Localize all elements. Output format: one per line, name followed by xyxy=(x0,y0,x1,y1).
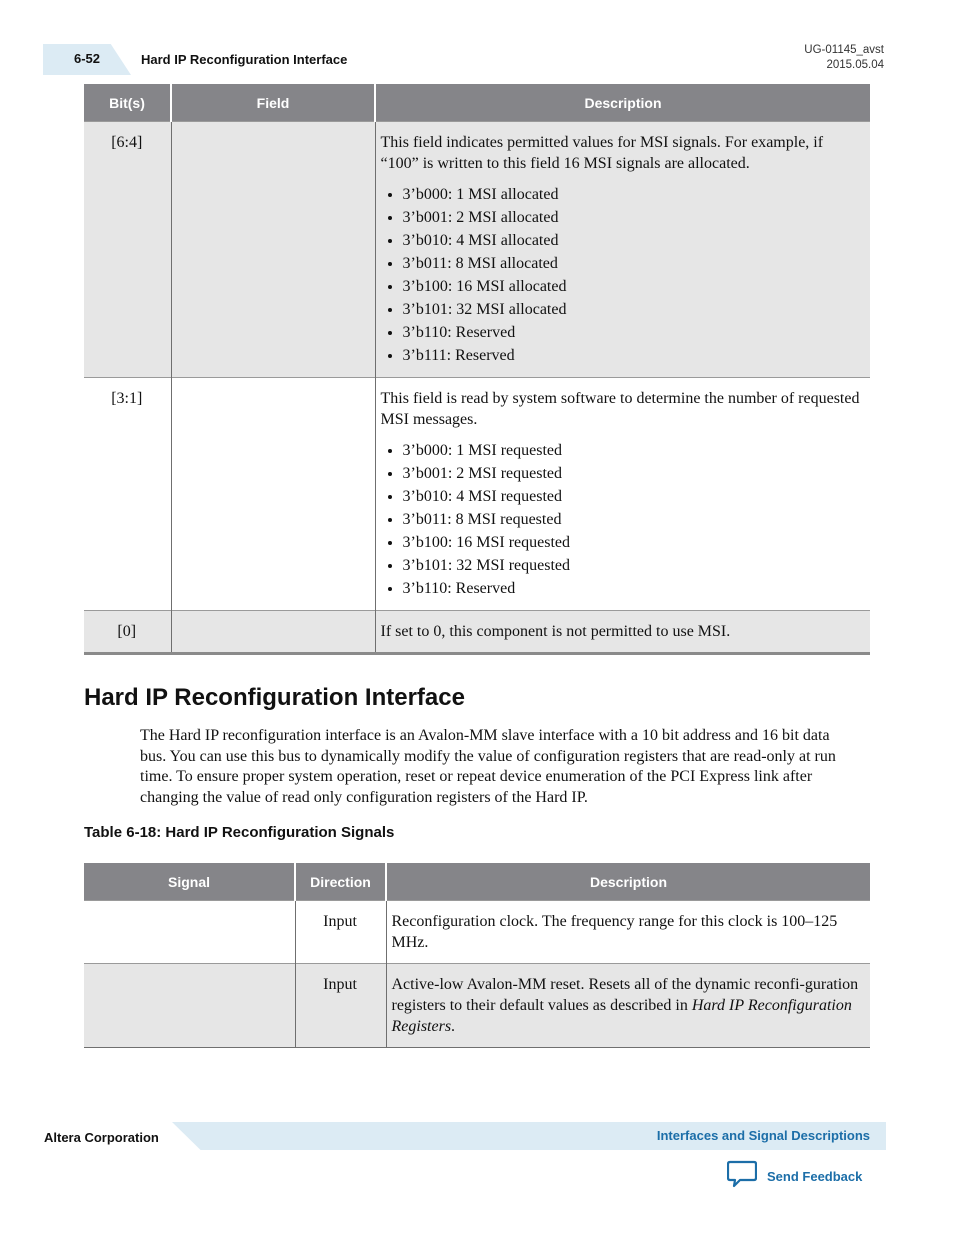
description-cell xyxy=(386,964,870,1048)
doc-id: UG-01145_avst xyxy=(804,44,884,56)
description-text: This field indicates permitted values for MSI signals. For example, if “100” is written to this field 16 MSI signals are allocated. xyxy=(380,134,824,172)
description-cell: If set to 0, this component is not permitted to use MSI. xyxy=(375,611,870,654)
doc-date: 2015.05.04 xyxy=(826,59,884,71)
list-item: • 3’b010: 4 MSI requested xyxy=(403,485,865,508)
list-item: • 3’b001: 2 MSI requested xyxy=(403,462,865,485)
list-item: • 3’b110: Reserved xyxy=(403,577,865,600)
table-header-row xyxy=(84,84,870,122)
list-item: • 3’b100: 16 MSI allocated xyxy=(403,275,865,298)
signal-cell xyxy=(84,964,295,1048)
footer-company: Altera Corporation xyxy=(44,1130,159,1145)
send-feedback-button[interactable] xyxy=(727,1160,862,1193)
field-cell xyxy=(171,122,375,378)
list-item: • 3’b011: 8 MSI requested xyxy=(403,508,865,531)
column-header: Bit(s) xyxy=(84,84,171,122)
page-number: 6-52 xyxy=(74,51,101,66)
list-item: • 3’b100: 16 MSI requested xyxy=(403,531,865,554)
signal-cell xyxy=(84,901,295,964)
list-item: • 3’b001: 2 MSI allocated xyxy=(403,206,865,229)
section-paragraph: The Hard IP reconfiguration interface is an Avalon-MM slave interface with a 10 bit address and 16 bit data bus. You can use this bus to dynamically modify the value of configuration registers that are read-only at run time. To ensure proper system operation, reset or repeat device enumeration of the PCI Express link after changing the value of read only configuration registers of the Hard IP. xyxy=(140,727,836,807)
bits-cell: [0] xyxy=(84,611,171,654)
direction-cell: Input xyxy=(295,901,386,964)
table-caption: Table 6-18: Hard IP Reconfiguration Signals xyxy=(84,824,395,841)
value-list xyxy=(381,183,865,367)
column-header: Signal xyxy=(84,863,295,901)
doc-info xyxy=(804,43,884,73)
column-header: Description xyxy=(386,863,870,901)
list-item: • 3’b000: 1 MSI allocated xyxy=(403,183,865,206)
list-item: • 3’b000: 1 MSI requested xyxy=(403,439,865,462)
list-item: • 3’b110: Reserved xyxy=(403,321,865,344)
table-header-row xyxy=(84,863,870,901)
list-item: • 3’b101: 32 MSI allocated xyxy=(403,298,865,321)
bits-cell: [6:4] xyxy=(84,122,171,378)
column-header: Field xyxy=(171,84,375,122)
description-cell xyxy=(375,378,870,611)
description-cell: Reconfiguration clock. The frequency range for this clock is 100–125 MHz. xyxy=(386,901,870,964)
register-table xyxy=(84,84,870,655)
description-text: Active-low Avalon-MM reset. Resets all of the dynamic reconfi-guration registers to their default values as described in xyxy=(391,976,859,1014)
list-item: • 3’b101: 32 MSI requested xyxy=(403,554,865,577)
chapter-link[interactable]: Interfaces and Signal Descriptions xyxy=(656,1128,870,1143)
description-end: . xyxy=(451,1018,456,1035)
bits-cell: [3:1] xyxy=(84,378,171,611)
table-row xyxy=(84,611,870,654)
speech-bubble-icon xyxy=(727,1160,757,1193)
list-item: • 3’b011: 8 MSI allocated xyxy=(403,252,865,275)
value-list xyxy=(381,439,865,600)
list-item: • 3’b010: 4 MSI allocated xyxy=(403,229,865,252)
table-row xyxy=(84,964,870,1048)
list-item: • 3’b111: Reserved xyxy=(403,344,865,367)
description-text: This field is read by system software to determine the number of requested MSI messages. xyxy=(380,390,860,428)
table-row xyxy=(84,901,870,964)
signals-table xyxy=(84,863,870,1048)
column-header: Description xyxy=(375,84,870,122)
header-title: Hard IP Reconfiguration Interface xyxy=(141,52,348,67)
send-feedback-label: Send Feedback xyxy=(767,1169,863,1184)
cross-reference-link[interactable]: Hard IP Reconfiguration Registers xyxy=(391,997,852,1035)
description-cell xyxy=(375,122,870,378)
table-row xyxy=(84,378,870,611)
field-cell xyxy=(171,611,375,654)
table-row xyxy=(84,122,870,378)
direction-cell: Input xyxy=(295,964,386,1048)
field-cell xyxy=(171,378,375,611)
column-header: Direction xyxy=(295,863,386,901)
section-title: Hard IP Reconfiguration Interface xyxy=(84,684,465,711)
